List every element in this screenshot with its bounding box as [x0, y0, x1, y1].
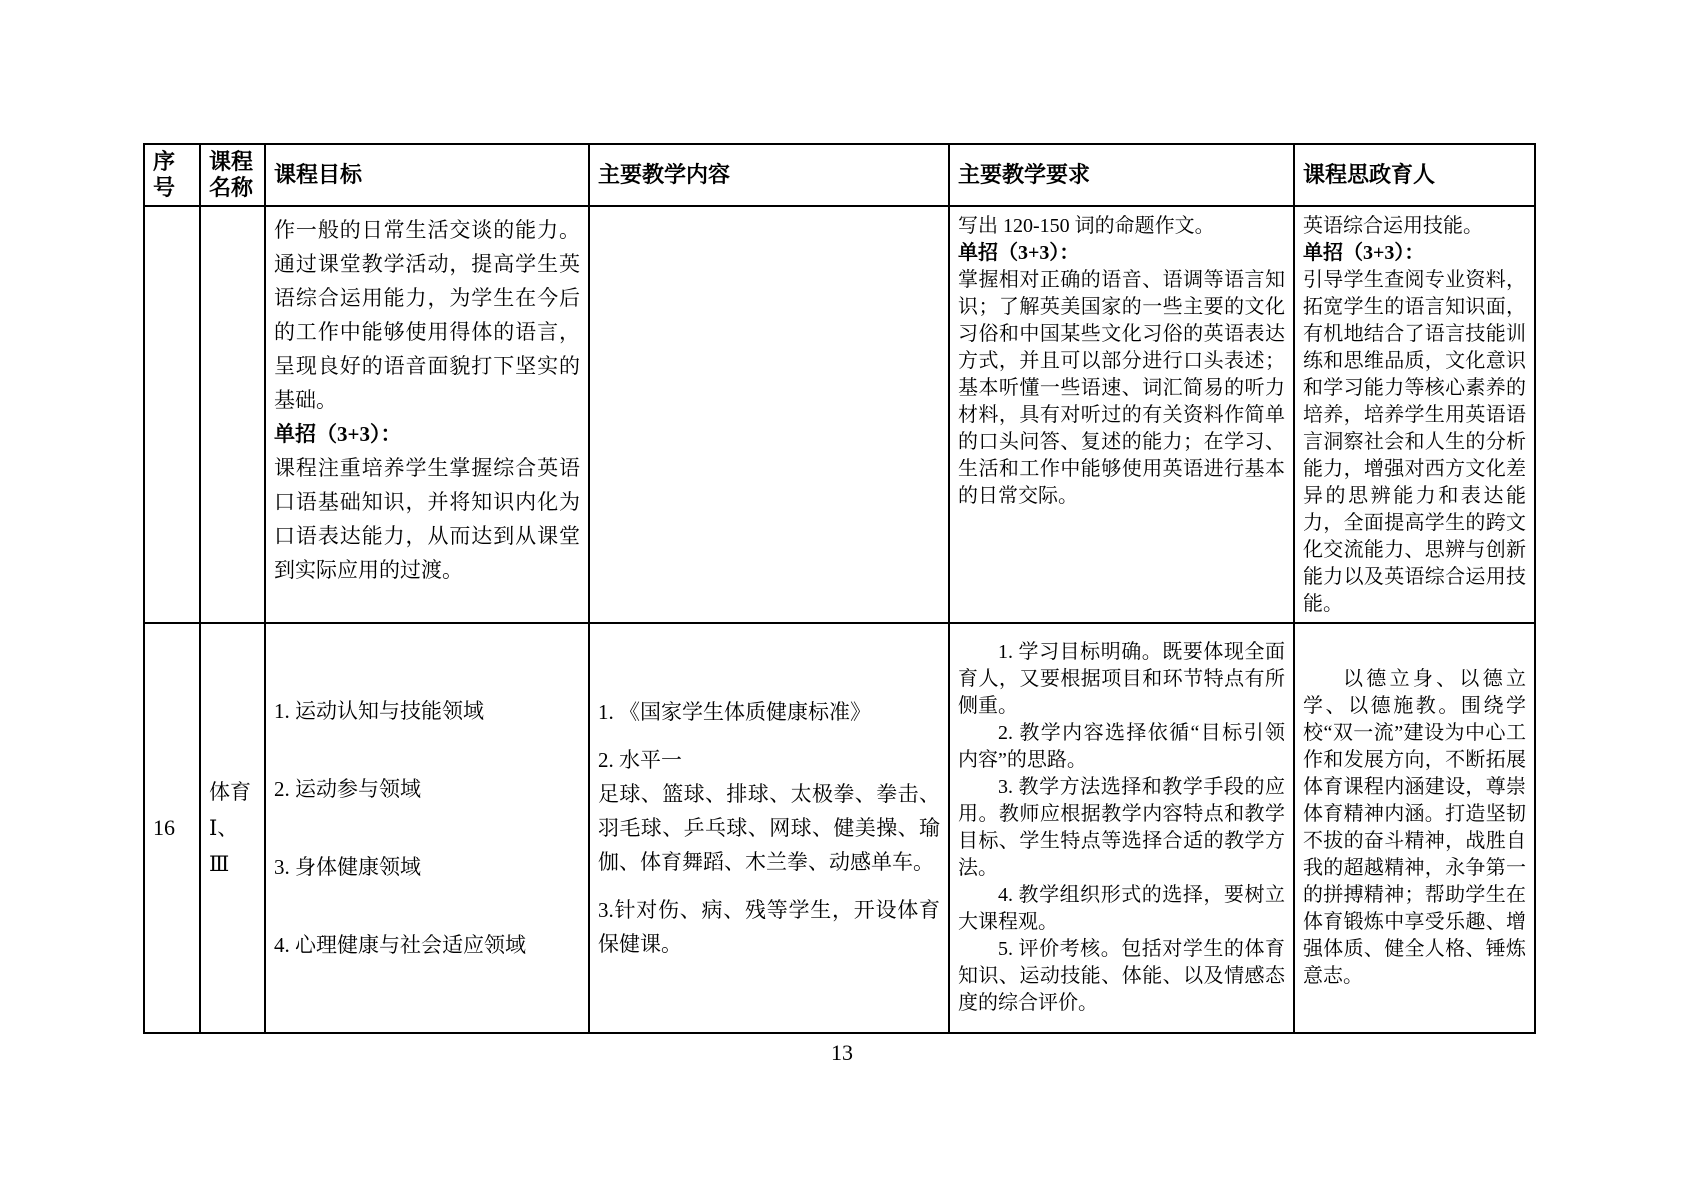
content-item: 足球、篮球、排球、太极拳、拳击、羽毛球、乒乓球、网球、健美操、瑜伽、体育舞蹈、木兰拳、动感单车。 — [598, 782, 940, 874]
requirements-item: 5. 评价考核。包括对学生的体育知识、运动技能、体能、以及情感态度的综合评价。 — [958, 938, 1285, 1014]
content-item: 2. 水平一 — [598, 748, 682, 772]
cell-course-empty — [200, 206, 265, 623]
header-teaching-content: 主要教学内容 — [589, 144, 949, 206]
table-header-row — [144, 144, 1535, 206]
cell-teaching-content — [589, 623, 949, 1033]
content-item: 1. 《国家学生体质健康标准》 — [598, 700, 871, 724]
requirements-paragraph: 写出 120-150 词的命题作文。 — [958, 215, 1215, 237]
objectives-paragraph: 课程注重培养学生掌握综合英语口语基础知识，并将知识内化为口语表达能力，从而达到从课堂到实际应用的过渡。 — [274, 456, 580, 582]
page-number: 13 — [831, 1040, 853, 1065]
cell-seq-16: 16 — [144, 623, 200, 1033]
table-row-english-continued — [144, 206, 1535, 623]
cell-civic-education — [1294, 623, 1535, 1033]
cell-teaching-requirements — [949, 623, 1294, 1033]
requirements-item: 3. 教学方法选择和教学手段的应用。教师应根据教学内容特点和教学目标、学生特点等选择合适的教学方法。 — [958, 776, 1285, 879]
cell-teaching-content-empty — [589, 206, 949, 623]
header-course-name-label: 课程名称 — [209, 149, 254, 200]
cell-course-objectives — [265, 623, 589, 1033]
table-row-16-pe — [144, 623, 1535, 1033]
cell-civic-education — [1294, 206, 1535, 623]
header-course-name — [200, 144, 265, 206]
objectives-item: 1. 运动认知与技能领域 — [274, 699, 484, 723]
content-item: 3.针对伤、病、残等学生，开设体育保健课。 — [598, 898, 940, 956]
requirements-paragraph: 掌握相对正确的语音、语调等语言知识；了解英美国家的一些主要的文化习俗和中国某些文化习俗的英语表达方式，并且可以部分进行口头表述；基本听懂一些语速、词汇简易的听力材料，具有对听过的有关资料作简单的口头问答、复述的能力；在学习、生活和工作中能够使用英语进行基本的日常交际。 — [958, 269, 1285, 507]
danzhao-heading: 单招（3+3）： — [274, 422, 402, 446]
requirements-item: 1. 学习目标明确。既要体现全面育人，又要根据项目和环节特点有所侧重。 — [958, 641, 1285, 717]
danzhao-heading: 单招（3+3）： — [1303, 242, 1425, 264]
cell-course-pe: 体育Ⅰ、Ⅲ — [200, 623, 265, 1033]
cell-course-objectives — [265, 206, 589, 623]
header-seq-label: 序号 — [153, 149, 176, 200]
objectives-item: 3. 身体健康领域 — [274, 855, 421, 879]
civic-paragraph: 英语综合运用技能。 — [1303, 215, 1483, 237]
objectives-item: 4. 心理健康与社会适应领域 — [274, 933, 526, 957]
danzhao-heading: 单招（3+3）： — [958, 242, 1080, 264]
header-civic-education: 课程思政育人 — [1294, 144, 1535, 206]
objectives-item: 2. 运动参与领域 — [274, 777, 421, 801]
cell-teaching-requirements — [949, 206, 1294, 623]
civic-paragraph: 以德立身、以德立学、以德施教。围绕学校“双一流”建设为中心工作和发展方向，不断拓展体育课程内涵建设，尊崇体育精神内涵。打造坚韧不拔的奋斗精神，战胜自我的超越精神，永争第一的拼搏精神；帮助学生在体育锻炼中享受乐趣、增强体质、健全人格、锤炼意志。 — [1303, 668, 1526, 987]
header-course-objectives: 课程目标 — [265, 144, 589, 206]
requirements-item: 2. 教学内容选择依循“目标引领内容”的思路。 — [958, 722, 1285, 771]
cell-seq-empty — [144, 206, 200, 623]
header-seq — [144, 144, 200, 206]
requirements-item: 4. 教学组织形式的选择，要树立大课程观。 — [958, 884, 1285, 933]
header-teaching-requirements: 主要教学要求 — [949, 144, 1294, 206]
objectives-paragraph: 作一般的日常生活交谈的能力。通过课堂教学活动，提高学生英语综合运用能力，为学生在今后的工作中能够使用得体的语言，呈现良好的语音面貌打下坚实的基础。 — [274, 218, 580, 412]
curriculum-table — [143, 143, 1536, 1034]
civic-paragraph: 引导学生查阅专业资料，拓宽学生的语言知识面，有机地结合了语言技能训练和思维品质，文化意识和学习能力等核心素养的培养，培养学生用英语语言洞察社会和人生的分析能力，增强对西方文化差异的思辨能力和表达能力，全面提高学生的跨文化交流能力、思辨与创新能力以及英语综合运用技能。 — [1303, 269, 1526, 615]
